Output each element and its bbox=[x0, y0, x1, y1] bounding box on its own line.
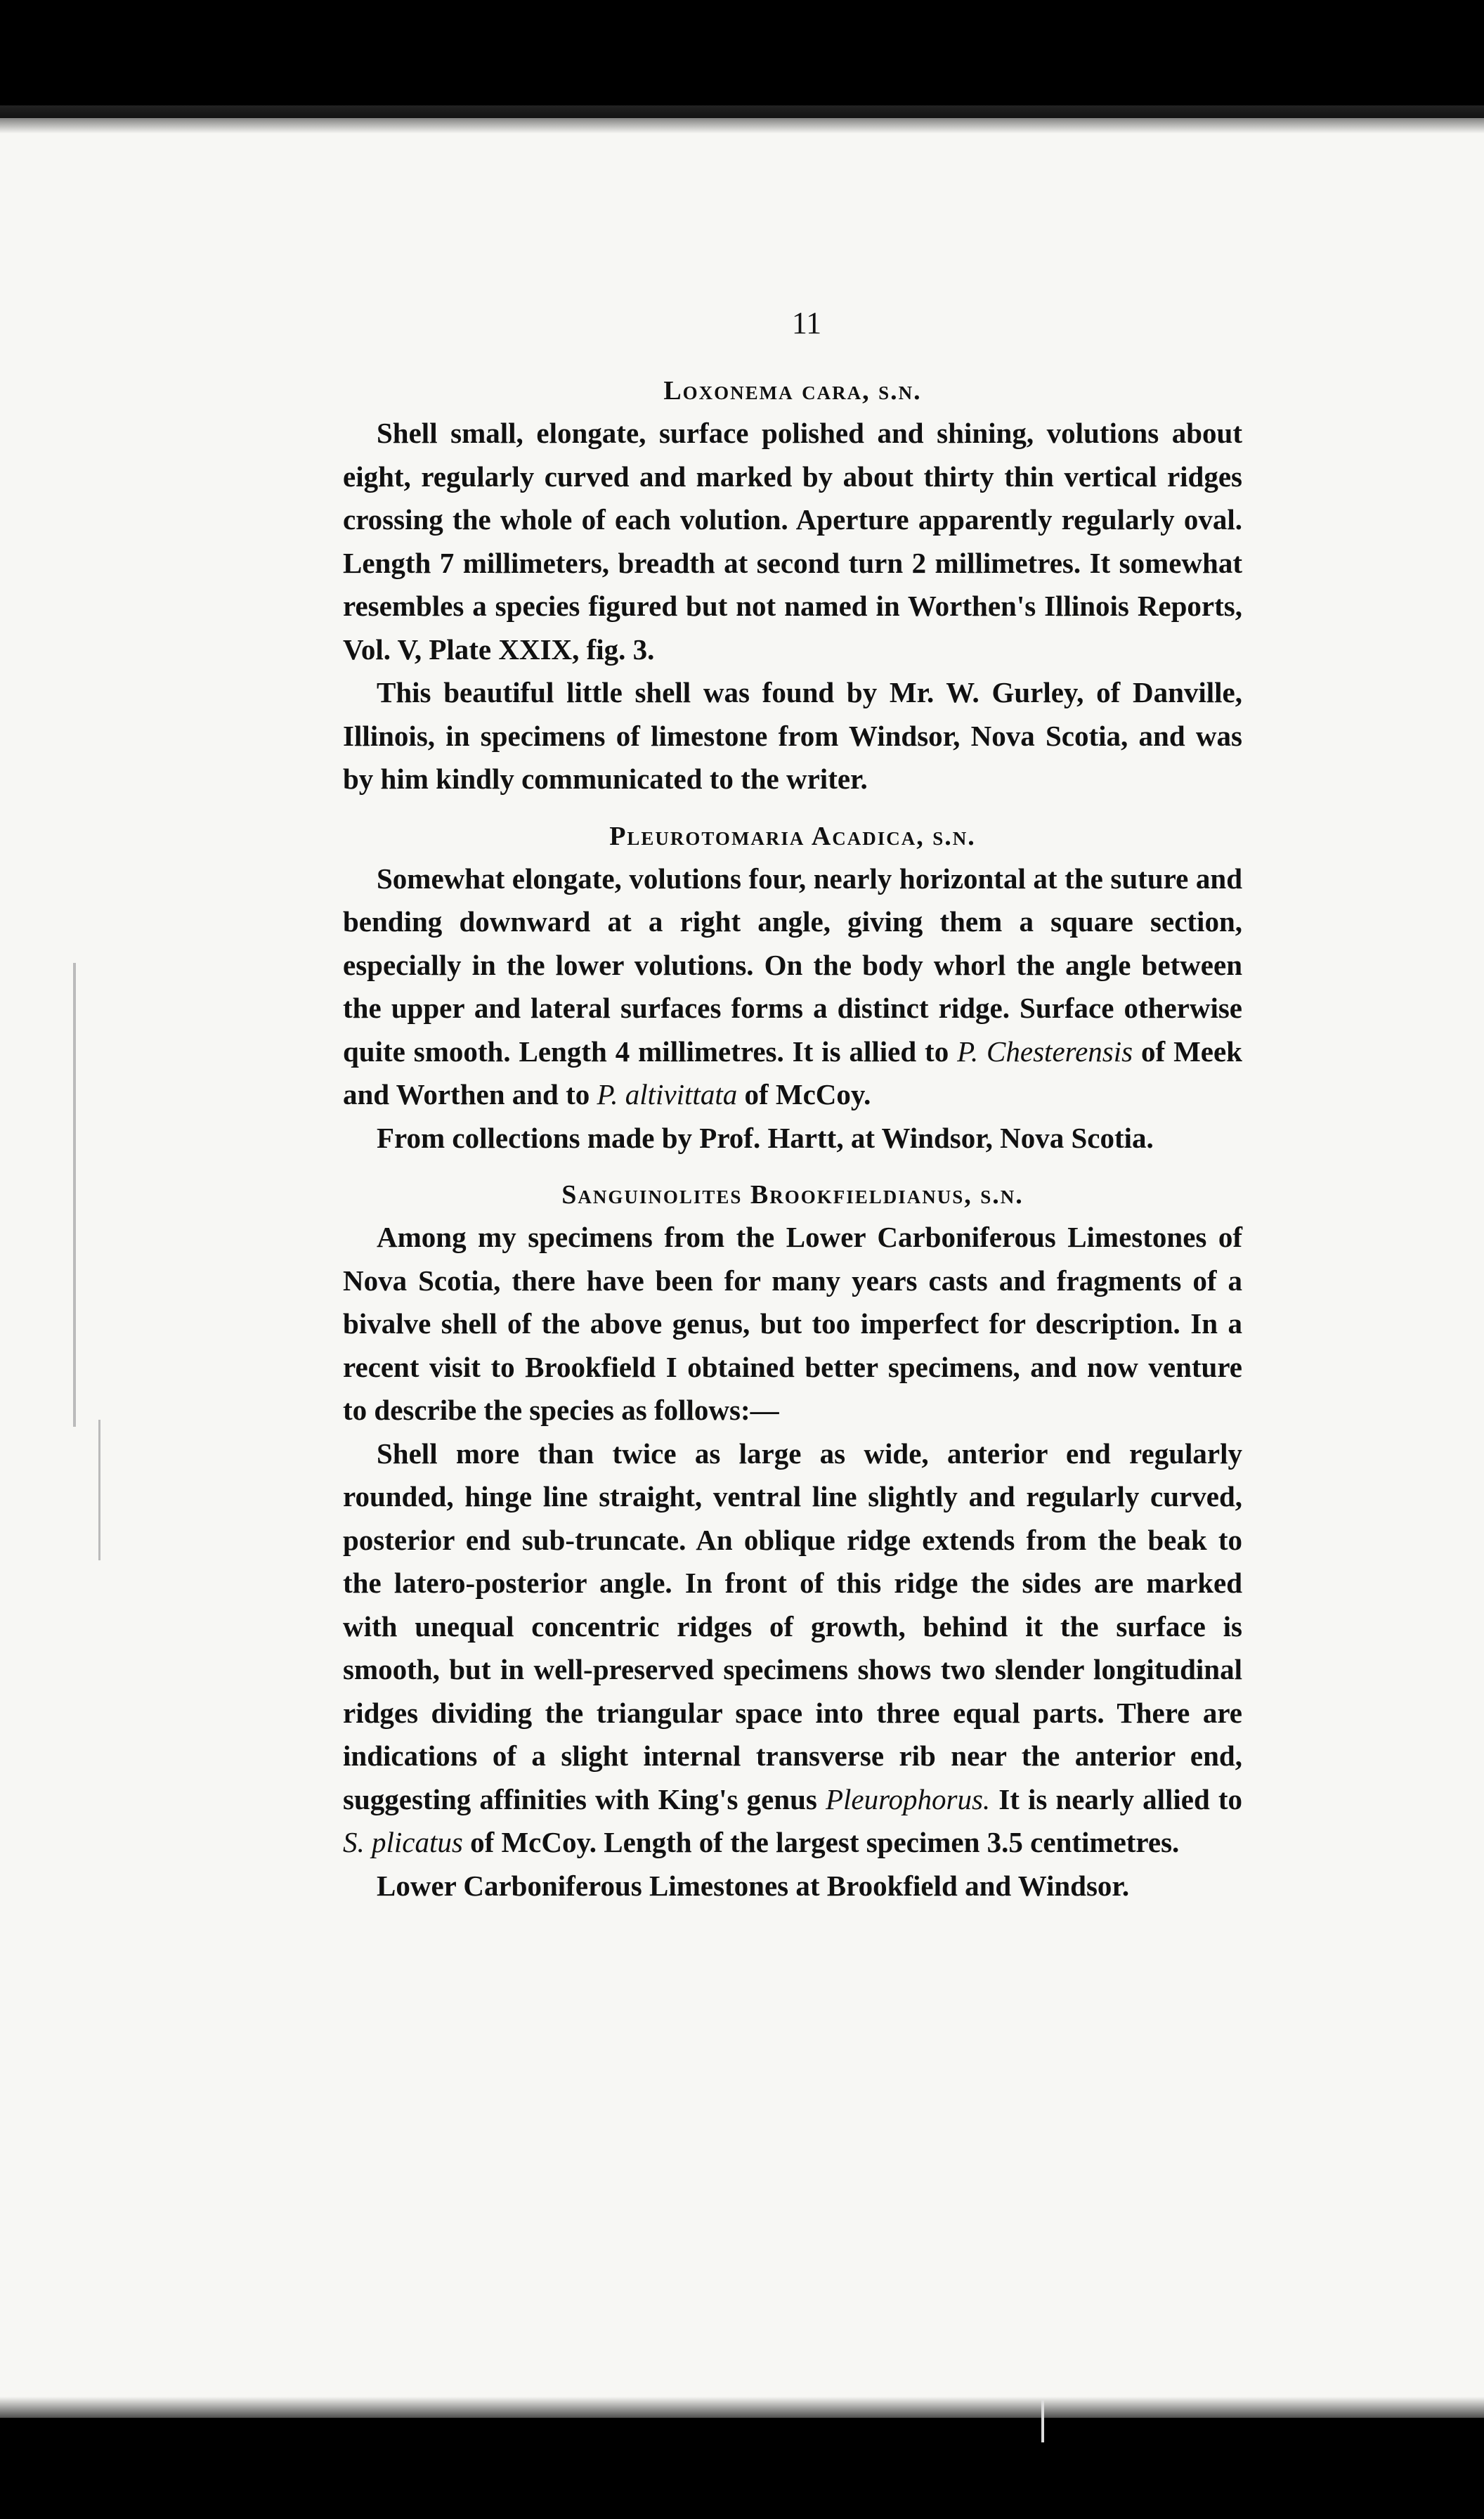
page-number: 11 bbox=[791, 306, 822, 340]
introduction-paragraph: Among my specimens from the Lower Carboniferous Limestones of Nova Scotia, there have been for many years casts and fragments of a bivalve shell of the above genus, but too imperfect for description. In a recent visit to Brookfield I obtained better specimens, and now venture to describe the species as follows:— bbox=[343, 1221, 1242, 1426]
description-paragraph: Shell small, elongate, surface polished and shining, volutions about eight, regularly curved and marked by about thirty thin vertical ridges crossing the whole of each volution. Aperture apparently regularly oval. Length 7 millimeters, breadth at second turn 2 millimetres. It somewhat resembles a species figured but not named in Worthen's Illinois Reports, Vol. V, Plate XXIX, fig. 3. bbox=[343, 417, 1242, 666]
paragraph-text: of Meek and Worthen and to bbox=[343, 1035, 1242, 1110]
description-paragraph bbox=[343, 1432, 1242, 1865]
locality-paragraph: From collections made by Prof. Hartt, at Windsor, Nova Scotia. bbox=[377, 1121, 1154, 1154]
italic-species-name: P. Chesterensis bbox=[957, 1035, 1133, 1068]
italic-genus-name: Pleurophorus. bbox=[825, 1782, 991, 1815]
species-heading: Sanguinolites Brookfieldianus, s.n. bbox=[561, 1180, 1024, 1210]
species-heading: Pleurotomaria Acadica, s.n. bbox=[609, 821, 976, 851]
scan-edge-bottom bbox=[0, 2418, 1484, 2519]
scan-edge-top bbox=[0, 0, 1484, 118]
scan-edge-top-shadow bbox=[0, 105, 1484, 134]
locality-paragraph: This beautiful little shell was found by Mr. W. Gurley, of Danville, Illinois, in specimens of limestone from Windsor, Nova Scotia, and was by him kindly communicated to the writer. bbox=[343, 676, 1242, 795]
italic-species-name: P. altivittata bbox=[597, 1078, 738, 1110]
italic-species-name: S. plicatus bbox=[343, 1826, 463, 1858]
paragraph-text: of McCoy. Length of the largest specimen 3.5 centimetres. bbox=[462, 1826, 1180, 1858]
margin-scan-mark bbox=[98, 1420, 100, 1560]
margin-scan-mark bbox=[73, 963, 76, 1427]
paragraph-text: Shell more than twice as large as wide, anterior end regularly rounded, hinge line straight, ventral line slightly and regularly curved, posterior end sub-truncate. An oblique ridge extends from the beak to the latero-posterior angle. In front of this ridge the sides are marked with unequal concentric ridges of growth, behind it the surface is smooth, but in well-preserved specimens shows two slender longitudinal ridges dividing the triangular space into three equal parts. There are indications of a slight internal transverse rib near the anterior end, suggesting affinities with King's genus bbox=[343, 1437, 1242, 1815]
page-text-block bbox=[343, 302, 1242, 1908]
species-heading: Loxonema cara, s.n. bbox=[663, 376, 922, 406]
locality-paragraph: Lower Carboniferous Limestones at Brookfield and Windsor. bbox=[377, 1869, 1130, 1902]
margin-scan-mark bbox=[1041, 2400, 1044, 2442]
description-paragraph bbox=[343, 857, 1242, 1117]
paragraph-text: Somewhat elongate, volutions four, nearly horizontal at the suture and bending downward at a right angle, giving them a square section, especially in the lower volutions. On the body whorl the angle between the upper and lateral surfaces forms a distinct ridge. Surface otherwise quite smooth. Length 4 millimetres. It is allied to bbox=[343, 862, 1242, 1068]
paragraph-text: It is nearly allied to bbox=[990, 1782, 1242, 1815]
paragraph-text: of McCoy. bbox=[737, 1078, 871, 1110]
